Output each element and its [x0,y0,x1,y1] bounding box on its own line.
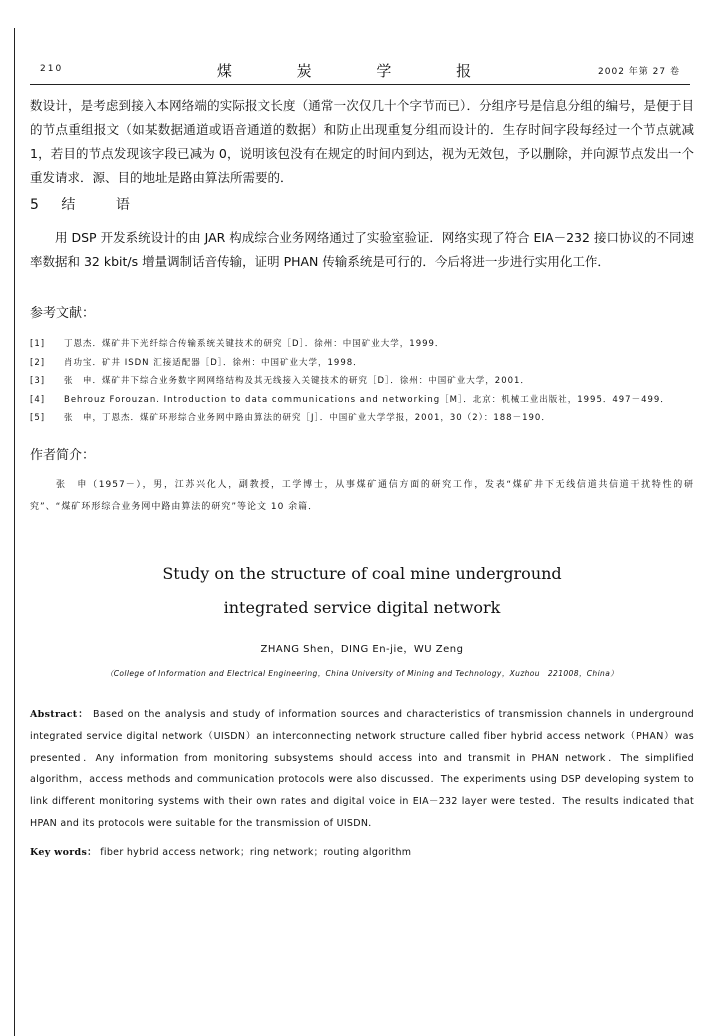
abstract-text: Based on the analysis and study of information sources and characteristics of transmission channels in underground integrated service digital network（UISDN）an interconnecting network structure called fiber hybrid access network（PHAN）was presented．Any information from monitoring subsystems should access into and transmit in PHAN network．The simplified algorithm，access methods and communication protocols were also discussed．The experiments using DSP developing system to link different monitoring systems with their own rates and digital voice in EIA－232 layer were tested．The results indicated that HPAN and its protocols were suitable for the transmission of UISDN． [30,709,694,829]
reference-item [30,391,694,410]
english-abstract [30,704,694,835]
reference-number: [3] [30,376,46,386]
author-profile-text: 张 申（1957－），男，江苏兴化人，副教授，工学博士，从事煤矿通信方面的研究工作，发表“煤矿井下无线信道共信道干扰特性的研究”、“煤矿环形综合业务网中路由算法的研究”等论文 10 余篇． [30,480,694,512]
section-heading [30,194,130,214]
page-number: 210 [40,64,64,74]
body-paragraph-2: 用 DSP 开发系统设计的由 JAR 构成综合业务网络通过了实验室验证．网络实现了符合 EIA－232 接口协议的不同速率数据和 32 kbit/s 增量调制话音传输，证明 PHAN 传输系统是可行的．今后将进一步进行实用化工作． [30,230,694,269]
keywords-label: Key words： [30,847,97,858]
references-heading: 参考文献： [30,306,96,321]
section-title-part-2: 语 [115,197,130,213]
author-profile-heading: 作者简介： [30,448,96,463]
reference-list [30,335,694,428]
reference-item [30,409,694,428]
body-paragraph-1: 数设计，是考虑到接入本网络端的实际报文长度（通常一次仅几十个字节而已）．分组序号是信息分组的编号，是便于目的节点重组报文（如某数据通道或语音通道的数据）和防止出现重复分组而设计的．生存时间字段每经过一个节点就减 1，若目的节点发现该字段已减为 0，说明该包没有在规定的时间内到达，视为无效包，予以删除，并向源节点发出一个重发请求．源、目的地址是路由算法所需要的． [30,98,694,185]
issue-info: 2002 年第 27 卷 [598,67,680,77]
reference-number: [2] [30,357,46,368]
page-left-border [14,28,15,1036]
reference-text: 张 申，丁恩杰．煤矿环形综合业务网中路由算法的研究［J］．中国矿业大学学报，2001，30（2）：188－190． [64,413,551,423]
english-authors: ZHANG Shen，DING En-jie，WU Zeng [260,644,464,655]
english-keywords [30,844,411,858]
journal-name: 煤 炭 学 报 [216,62,502,80]
reference-item [30,354,694,373]
reference-text: 丁恩杰．煤矿井下光纤综合传输系统关键技术的研究［D］．徐州：中国矿业大学，1999． [64,339,445,349]
section-number: 5 [30,197,39,213]
section-title-part-1: 结 [61,197,76,213]
reference-text: Behrouz Forouzan. Introduction to data communications and networking［M］．北京：机械工业出版社，1995．497－499． [64,394,670,405]
keywords-text: fiber hybrid access network；ring network；routing algorithm [100,847,412,858]
english-affiliation: （College of Information and Electrical Engineering，China University of Mining and Technology，Xuzhou 221008，China） [105,669,619,678]
abstract-label: Abstract： [30,709,89,720]
reference-number: [5] [30,413,46,423]
reference-number: [4] [30,394,46,405]
running-header [30,60,688,80]
english-title-line-1: Study on the structure of coal mine underground [162,564,562,583]
header-rule [30,84,690,85]
reference-text: 肖功宝．矿井 ISDN 汇接适配器［D］．徐州：中国矿业大学，1998． [64,357,363,368]
english-title-line-2: integrated service digital network [223,598,501,617]
reference-text: 张 申．煤矿井下综合业务数字网网络结构及其无线接入关键技术的研究［D］．徐州：中国矿业大学，2001． [64,376,530,386]
reference-item [30,372,694,391]
reference-number: [1] [30,339,46,349]
reference-item [30,335,694,354]
